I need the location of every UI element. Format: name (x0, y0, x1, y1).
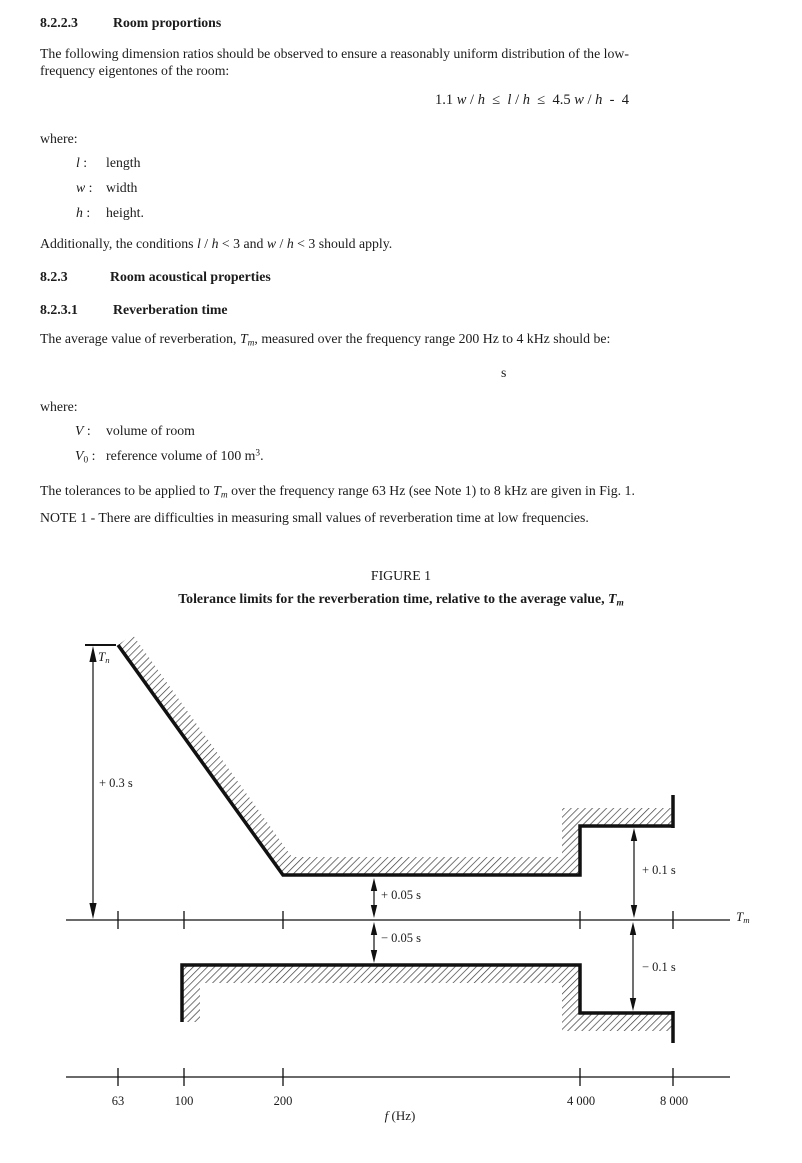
section-title: Room acoustical properties (110, 269, 271, 284)
freq-tick-label-63: 63 (111, 1094, 125, 1108)
definition-text: reference volume of 100 $m^3$. (106, 448, 264, 463)
room-ratio-formula: 1.1 w / h ≤ l / h ≤ 4.5 w / h - 4 (435, 92, 629, 108)
dim-arrow-plus-0-1 (631, 828, 637, 918)
definition-text: length (106, 155, 141, 170)
section-title: Room proportions (113, 15, 222, 30)
paragraph-line: frequency eigentones of the room: (40, 62, 230, 78)
freq-tick-label-8000: 8 000 (659, 1094, 689, 1108)
dim-arrow-plus-0-05 (371, 878, 377, 918)
definition-symbol: w : (76, 180, 93, 195)
definition-symbol: V0 : (75, 448, 96, 466)
dim-arrow-minus-0-05 (371, 922, 377, 963)
upper-tolerance-hatch (118, 635, 673, 876)
definition-text: volume of room (106, 423, 195, 438)
paragraph-note-1: NOTE 1 - There are difficulties in measuring small values of reverberation time at low frequencies. (40, 510, 589, 525)
freq-tick-label-200: 200 (273, 1094, 293, 1108)
definition-symbol: h : (76, 205, 91, 220)
formula-unit-s: s (501, 365, 507, 380)
paragraph-line: The following dimension ratios should be observed to ensure a reasonably uniform distribution of the low- (40, 46, 629, 61)
freq-tick-label-100: 100 (174, 1094, 194, 1108)
paragraph-average-value: The average value of reverberation, Tm, measured over the frequency range 200 Hz to 4 kHz should be: (40, 331, 611, 349)
dim-label-minus-0-1: − 0.1 s (642, 960, 676, 974)
definition-text: width (106, 180, 138, 195)
paragraph-additionally: Additionally, the conditions l / h < 3 and w / h < 3 should apply. (40, 236, 393, 251)
upper-tolerance-boundary (118, 645, 673, 875)
x-axis-label-f-hz: f (Hz) (384, 1108, 416, 1123)
where-label: where: (40, 399, 78, 414)
dim-label-minus-0-05: − 0.05 s (381, 931, 422, 945)
lower-tolerance-hatch (182, 965, 673, 1031)
freq-tick-label-4000: 4 000 (566, 1094, 596, 1108)
definition-symbol: V : (75, 423, 91, 438)
section-title: Reverberation time (113, 302, 228, 317)
y-axis-label-tn: Tn (98, 649, 110, 666)
definition-symbol: l : (76, 155, 88, 170)
figure-caption: Tolerance limits for the reverberation time, relative to the average value, Tm (178, 591, 624, 609)
tm-axis-label: Tm (736, 909, 750, 926)
section-number: 8.2.3 (40, 269, 68, 284)
dim-label-plus-0-3: + 0.3 s (99, 776, 133, 790)
dim-label-plus-0-1: + 0.1 s (642, 863, 676, 877)
dim-label-plus-0-05: + 0.05 s (381, 888, 422, 902)
section-number: 8.2.3.1 (40, 302, 78, 317)
paragraph-tolerances: The tolerances to be applied to Tm over the frequency range 63 Hz (see Note 1) to 8 kHz are given in Fig. 1. (40, 483, 635, 501)
where-label: where: (40, 131, 78, 146)
definition-text: height. (106, 205, 144, 220)
dim-arrow-minus-0-1 (630, 922, 636, 1011)
figure-label: FIGURE 1 (370, 568, 432, 583)
section-number: 8.2.2.3 (40, 15, 78, 30)
